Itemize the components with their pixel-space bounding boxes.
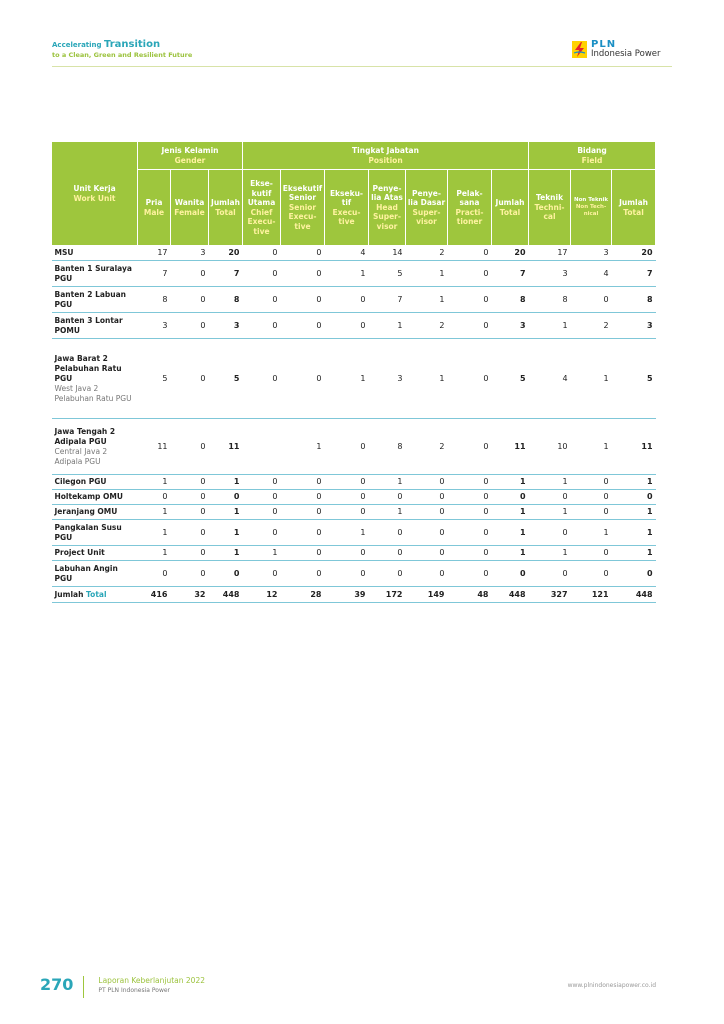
table-cell: 1 bbox=[492, 505, 529, 520]
table-row bbox=[52, 490, 656, 505]
table-cell: 0 bbox=[369, 520, 406, 546]
table-cell: 2 bbox=[406, 419, 448, 475]
table-cell: 1 bbox=[571, 520, 612, 546]
table-row bbox=[52, 246, 656, 261]
table-cell: 1 bbox=[209, 475, 243, 490]
table-cell: 5 bbox=[138, 339, 171, 419]
footer bbox=[40, 976, 205, 998]
table-cell: 0 bbox=[325, 561, 369, 587]
logo-text-pln: PLN bbox=[591, 39, 617, 50]
table-cell: 0 bbox=[325, 505, 369, 520]
table-cell: 0 bbox=[171, 546, 209, 561]
table-cell: 11 bbox=[492, 419, 529, 475]
page-number: 270 bbox=[40, 975, 74, 994]
table-cell: 0 bbox=[448, 490, 492, 505]
table-cell: 1 bbox=[612, 475, 656, 490]
table-cell: 1 bbox=[325, 261, 369, 287]
footer-company: PT PLN Indonesia Power bbox=[98, 987, 171, 994]
table-cell: 7 bbox=[138, 261, 171, 287]
table-cell: 0 bbox=[281, 313, 325, 339]
table-cell: 3 bbox=[138, 313, 171, 339]
col-teknik: Teknik Techni-cal bbox=[529, 170, 571, 246]
field-group-header: Bidang Field bbox=[529, 142, 656, 170]
table-cell: 0 bbox=[281, 339, 325, 419]
table-cell: 0 bbox=[171, 287, 209, 313]
table-cell: 0 bbox=[281, 561, 325, 587]
table-cell: 0 bbox=[571, 475, 612, 490]
footer-title: Laporan Keberlanjutan 2022 bbox=[98, 976, 205, 985]
total-cell: 32 bbox=[171, 587, 209, 603]
table-cell: 0 bbox=[243, 520, 281, 546]
table-cell bbox=[243, 419, 281, 475]
table-cell: 0 bbox=[448, 520, 492, 546]
table-cell: 8 bbox=[492, 287, 529, 313]
table-cell: 20 bbox=[492, 246, 529, 261]
unit-header: Unit Kerja Work Unit bbox=[52, 142, 138, 246]
pln-logo bbox=[572, 40, 661, 59]
table-cell: 0 bbox=[325, 475, 369, 490]
table-cell: 0 bbox=[138, 561, 171, 587]
table-cell: 4 bbox=[325, 246, 369, 261]
table-cell: 0 bbox=[281, 490, 325, 505]
table-cell: 8 bbox=[529, 287, 571, 313]
gender-group-header: Jenis Kelamin Gender bbox=[138, 142, 243, 170]
table-cell: 0 bbox=[448, 313, 492, 339]
table-cell: 1 bbox=[209, 505, 243, 520]
total-cell: 121 bbox=[571, 587, 612, 603]
table-cell: 17 bbox=[138, 246, 171, 261]
col-jumlah-gender: Jumlah Total bbox=[209, 170, 243, 246]
table-cell: 0 bbox=[171, 419, 209, 475]
unit-name: Banten 3 Lontar POMU bbox=[52, 313, 138, 339]
table-cell: 2 bbox=[571, 313, 612, 339]
table-row bbox=[52, 261, 656, 287]
total-cell: 448 bbox=[492, 587, 529, 603]
table-cell: 0 bbox=[243, 313, 281, 339]
table-row bbox=[52, 561, 656, 587]
table-cell: 0 bbox=[369, 490, 406, 505]
table-cell: 0 bbox=[243, 246, 281, 261]
table-cell: 0 bbox=[406, 520, 448, 546]
table-cell: 1 bbox=[529, 313, 571, 339]
table-cell: 0 bbox=[138, 490, 171, 505]
table-cell: 0 bbox=[448, 475, 492, 490]
col-pria: Pria Male bbox=[138, 170, 171, 246]
table-cell: 0 bbox=[448, 546, 492, 561]
table-cell: 0 bbox=[448, 505, 492, 520]
table-cell: 0 bbox=[281, 546, 325, 561]
table-cell: 1 bbox=[571, 419, 612, 475]
lightning-icon bbox=[572, 41, 587, 58]
table-cell: 0 bbox=[171, 520, 209, 546]
table-cell: 1 bbox=[406, 339, 448, 419]
header-tagline bbox=[52, 40, 192, 60]
table-cell: 11 bbox=[138, 419, 171, 475]
table-cell: 1 bbox=[281, 419, 325, 475]
table-cell: 7 bbox=[209, 261, 243, 287]
table-cell: 0 bbox=[243, 475, 281, 490]
table-cell: 0 bbox=[171, 339, 209, 419]
table-cell: 0 bbox=[571, 561, 612, 587]
table-row bbox=[52, 546, 656, 561]
table-cell: 3 bbox=[492, 313, 529, 339]
table-cell: 0 bbox=[612, 561, 656, 587]
tagline-small: Accelerating bbox=[52, 41, 102, 49]
col-eksekutif-senior: Eksekutif Senior Senior Execu-tive bbox=[281, 170, 325, 246]
unit-name: Pangkalan Susu PGU bbox=[52, 520, 138, 546]
table-cell: 0 bbox=[448, 246, 492, 261]
table-cell: 0 bbox=[209, 561, 243, 587]
total-cell: 48 bbox=[448, 587, 492, 603]
col-pelaksana: Pelak-sana Practi-tioner bbox=[448, 170, 492, 246]
table-cell: 8 bbox=[612, 287, 656, 313]
table-row bbox=[52, 520, 656, 546]
table-cell: 5 bbox=[612, 339, 656, 419]
table-cell: 1 bbox=[612, 520, 656, 546]
table-cell: 8 bbox=[209, 287, 243, 313]
table-cell: 3 bbox=[171, 246, 209, 261]
table-cell: 1 bbox=[243, 546, 281, 561]
table-cell: 0 bbox=[281, 505, 325, 520]
logo-text-company: Indonesia Power bbox=[591, 49, 661, 59]
unit-name: Banten 2 Labuan PGU bbox=[52, 287, 138, 313]
total-label: Jumlah Total bbox=[52, 587, 138, 603]
table-cell: 0 bbox=[529, 520, 571, 546]
table-cell: 1 bbox=[612, 505, 656, 520]
table-cell: 0 bbox=[571, 287, 612, 313]
table-cell: 1 bbox=[406, 287, 448, 313]
table-body bbox=[52, 246, 656, 603]
table-cell: 1 bbox=[325, 520, 369, 546]
table-cell: 1 bbox=[492, 546, 529, 561]
table-cell: 0 bbox=[243, 261, 281, 287]
tagline-big: Transition bbox=[103, 39, 161, 50]
col-penyelia-atas: Penye-lia Atas Head Super-visor bbox=[369, 170, 406, 246]
table-cell: 3 bbox=[209, 313, 243, 339]
unit-name: Holtekamp OMU bbox=[52, 490, 138, 505]
table-cell: 0 bbox=[571, 490, 612, 505]
unit-name: Jeranjang OMU bbox=[52, 505, 138, 520]
col-eksekutif: Ekseku-tif Execu-tive bbox=[325, 170, 369, 246]
table-cell: 14 bbox=[369, 246, 406, 261]
total-cell: 12 bbox=[243, 587, 281, 603]
table-cell: 1 bbox=[529, 475, 571, 490]
table-cell: 1 bbox=[138, 505, 171, 520]
employee-table bbox=[51, 141, 656, 603]
table-cell: 11 bbox=[209, 419, 243, 475]
table-cell: 3 bbox=[369, 339, 406, 419]
table-cell: 0 bbox=[325, 313, 369, 339]
table-cell: 0 bbox=[448, 419, 492, 475]
table-cell: 7 bbox=[612, 261, 656, 287]
total-cell: 448 bbox=[209, 587, 243, 603]
table-cell: 1 bbox=[209, 546, 243, 561]
table-cell: 5 bbox=[209, 339, 243, 419]
table-cell: 1 bbox=[612, 546, 656, 561]
table-cell: 17 bbox=[529, 246, 571, 261]
table-cell: 0 bbox=[325, 490, 369, 505]
table-cell: 0 bbox=[369, 546, 406, 561]
table-cell: 7 bbox=[492, 261, 529, 287]
table-cell: 0 bbox=[406, 561, 448, 587]
table-cell: 0 bbox=[281, 261, 325, 287]
table-cell: 10 bbox=[529, 419, 571, 475]
table-cell: 1 bbox=[529, 546, 571, 561]
table-cell: 11 bbox=[612, 419, 656, 475]
footer-url: www.plnindonesiapower.co.id bbox=[567, 982, 656, 989]
table-cell: 0 bbox=[571, 546, 612, 561]
table-cell: 4 bbox=[571, 261, 612, 287]
table-cell: 7 bbox=[369, 287, 406, 313]
table-cell: 0 bbox=[171, 261, 209, 287]
tagline-sub: to a Clean, Green and Resilient Future bbox=[52, 51, 193, 59]
table-cell: 2 bbox=[406, 246, 448, 261]
table-cell: 0 bbox=[171, 561, 209, 587]
table-cell: 0 bbox=[171, 490, 209, 505]
table-cell: 0 bbox=[243, 339, 281, 419]
table-cell: 4 bbox=[529, 339, 571, 419]
table-cell: 0 bbox=[448, 561, 492, 587]
table-cell: 0 bbox=[171, 475, 209, 490]
table-cell: 0 bbox=[369, 561, 406, 587]
table-cell: 8 bbox=[369, 419, 406, 475]
table-cell: 0 bbox=[448, 287, 492, 313]
table-cell: 0 bbox=[281, 520, 325, 546]
unit-name: Project Unit bbox=[52, 546, 138, 561]
unit-name: Labuhan Angin PGU bbox=[52, 561, 138, 587]
table-row bbox=[52, 475, 656, 490]
total-cell: 39 bbox=[325, 587, 369, 603]
total-cell: 28 bbox=[281, 587, 325, 603]
table-cell: 0 bbox=[406, 505, 448, 520]
col-jumlah-position: Jumlah Total bbox=[492, 170, 529, 246]
table-cell: 0 bbox=[281, 475, 325, 490]
col-penyelia-dasar: Penye-lia Dasar Super-visor bbox=[406, 170, 448, 246]
table-cell: 1 bbox=[138, 546, 171, 561]
total-row bbox=[52, 587, 656, 603]
table-cell: 3 bbox=[612, 313, 656, 339]
table-cell: 0 bbox=[492, 561, 529, 587]
table-cell: 0 bbox=[281, 246, 325, 261]
unit-name: Cilegon PGU bbox=[52, 475, 138, 490]
unit-name: Jawa Tengah 2 Adipala PGU Central Java 2 Adipala PGU bbox=[52, 419, 138, 475]
table-cell: 0 bbox=[325, 419, 369, 475]
col-non-teknik: Non Teknik Non Tech-nical bbox=[571, 170, 612, 246]
table-cell: 0 bbox=[171, 313, 209, 339]
total-cell: 149 bbox=[406, 587, 448, 603]
table-cell: 0 bbox=[448, 261, 492, 287]
table-cell: 5 bbox=[369, 261, 406, 287]
table-cell: 20 bbox=[209, 246, 243, 261]
unit-name: MSU bbox=[52, 246, 138, 261]
table-cell: 1 bbox=[492, 475, 529, 490]
table-cell: 0 bbox=[406, 475, 448, 490]
position-group-header: Tingkat Jabatan Position bbox=[243, 142, 529, 170]
table-cell: 0 bbox=[406, 490, 448, 505]
total-cell: 416 bbox=[138, 587, 171, 603]
table-cell: 0 bbox=[243, 561, 281, 587]
table-row bbox=[52, 419, 656, 475]
col-wanita: Wanita Female bbox=[171, 170, 209, 246]
total-cell: 172 bbox=[369, 587, 406, 603]
table-cell: 3 bbox=[529, 261, 571, 287]
table-cell: 1 bbox=[369, 475, 406, 490]
col-jumlah-field: Jumlah Total bbox=[612, 170, 656, 246]
total-cell: 327 bbox=[529, 587, 571, 603]
table-cell: 0 bbox=[571, 505, 612, 520]
table-cell: 0 bbox=[209, 490, 243, 505]
table-cell: 0 bbox=[171, 505, 209, 520]
table-cell: 8 bbox=[138, 287, 171, 313]
table-row bbox=[52, 313, 656, 339]
table-cell: 0 bbox=[281, 287, 325, 313]
table-cell: 1 bbox=[369, 313, 406, 339]
table-cell: 0 bbox=[529, 490, 571, 505]
table-cell: 20 bbox=[612, 246, 656, 261]
table-cell: 1 bbox=[571, 339, 612, 419]
unit-name: Banten 1 Suralaya PGU bbox=[52, 261, 138, 287]
unit-name: Jawa Barat 2 Pelabuhan Ratu PGU West Java 2 Pelabuhan Ratu PGU bbox=[52, 339, 138, 419]
footer-divider bbox=[83, 976, 84, 998]
col-eksekutif-utama: Ekse-kutif Utama Chief Execu-tive bbox=[243, 170, 281, 246]
table-cell: 0 bbox=[325, 546, 369, 561]
table-cell: 0 bbox=[325, 287, 369, 313]
table-row bbox=[52, 505, 656, 520]
table-cell: 0 bbox=[448, 339, 492, 419]
table-cell: 1 bbox=[138, 475, 171, 490]
table-cell: 0 bbox=[529, 561, 571, 587]
table-cell: 0 bbox=[492, 490, 529, 505]
table-cell: 1 bbox=[138, 520, 171, 546]
table-cell: 0 bbox=[243, 287, 281, 313]
table-cell: 0 bbox=[243, 505, 281, 520]
header-divider bbox=[52, 66, 672, 67]
table-cell: 3 bbox=[571, 246, 612, 261]
table-cell: 5 bbox=[492, 339, 529, 419]
table-row bbox=[52, 339, 656, 419]
table-cell: 1 bbox=[209, 520, 243, 546]
table-row bbox=[52, 287, 656, 313]
table-cell: 1 bbox=[529, 505, 571, 520]
table-cell: 1 bbox=[325, 339, 369, 419]
table-cell: 0 bbox=[406, 546, 448, 561]
table-cell: 2 bbox=[406, 313, 448, 339]
table-cell: 1 bbox=[369, 505, 406, 520]
table-cell: 1 bbox=[406, 261, 448, 287]
table-cell: 0 bbox=[612, 490, 656, 505]
table-cell: 1 bbox=[492, 520, 529, 546]
total-cell: 448 bbox=[612, 587, 656, 603]
table-cell: 0 bbox=[243, 490, 281, 505]
